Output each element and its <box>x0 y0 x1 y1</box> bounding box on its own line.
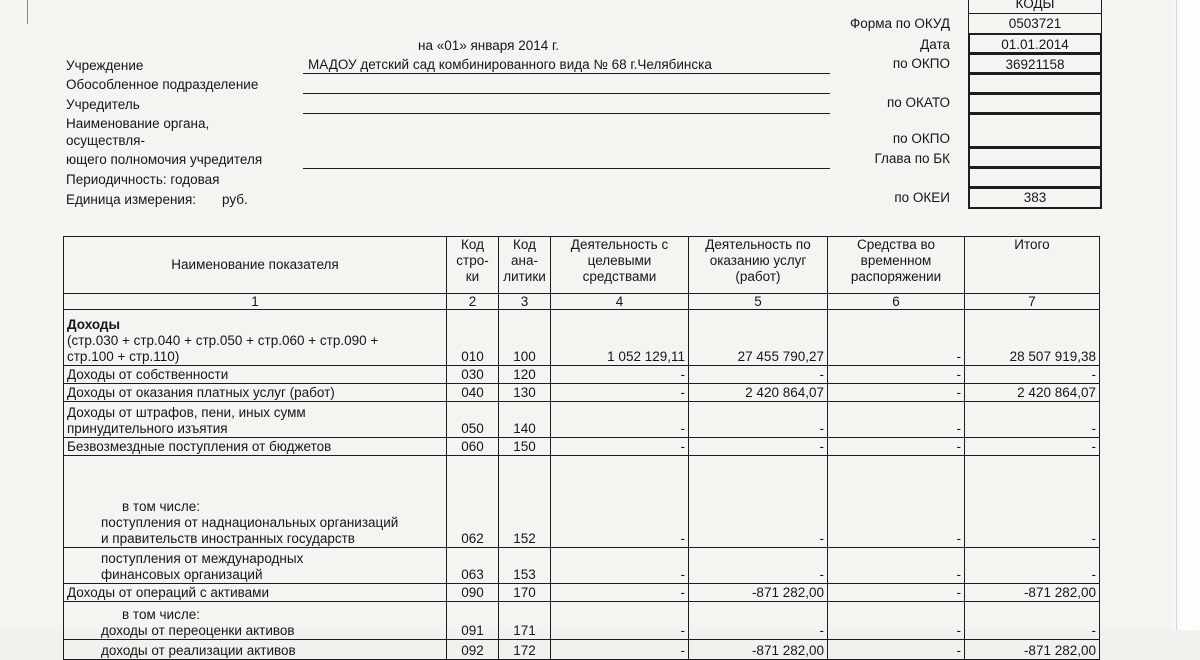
row-text-pre: в том числе: <box>122 499 200 514</box>
row-indicator-name <box>64 366 447 384</box>
unit-value: руб. <box>222 192 248 207</box>
row-paid-services: -871 282,00 <box>689 584 828 602</box>
row-text-l1: доходы от переоценки активов <box>101 623 295 638</box>
row-analytics-code: 172 <box>499 640 551 660</box>
okpo-label: по ОКПО <box>892 56 950 71</box>
report-date-caption: на «01» января 2014 г. <box>418 38 560 53</box>
row-indicator-name <box>64 584 447 602</box>
row-paid-services: - <box>689 602 828 640</box>
column-number: 3 <box>499 294 551 310</box>
page-edge-line <box>1176 0 1177 630</box>
row-line-code: 063 <box>447 548 499 584</box>
row-temporary-funds: - <box>828 384 965 402</box>
row-temporary-funds: - <box>828 602 965 640</box>
row-total: - <box>965 456 1100 548</box>
institution-underline <box>303 73 830 74</box>
form-code-cell: 0503721 <box>968 13 1102 34</box>
row-total: - <box>965 366 1100 384</box>
glava-value-cell <box>968 147 1102 168</box>
okpo2-label: по ОКПО <box>892 131 950 146</box>
row-temporary-funds: - <box>828 310 965 366</box>
row-total: - <box>965 548 1100 584</box>
row-analytics-code: 100 <box>499 310 551 366</box>
row-text-l1: Безвозмездные поступления от бюджетов <box>67 439 332 454</box>
column-number: 4 <box>551 294 689 310</box>
header-line-code: Код стро- ки <box>447 237 499 294</box>
header-targeted-funds: Деятельность с целевыми средствами <box>551 237 689 294</box>
table-row <box>64 548 1100 584</box>
glava-bk-label: Глава по БК <box>874 151 950 166</box>
founder-label: Учредитель <box>66 97 140 112</box>
row-temporary-funds: - <box>828 402 965 438</box>
table-row <box>64 602 1100 640</box>
header-paid-services: Деятельность по оказанию услуг (работ) <box>689 237 828 294</box>
row-text-l1: доходы от реализации активов <box>101 643 296 658</box>
row-temporary-funds: - <box>828 366 965 384</box>
row-analytics-code: 140 <box>499 402 551 438</box>
row-line-code: 050 <box>447 402 499 438</box>
row-targeted-funds: - <box>551 640 689 660</box>
row-indicator-name <box>64 402 447 438</box>
row-total: 28 507 919,38 <box>965 310 1100 366</box>
table-row <box>64 310 1100 366</box>
row-paid-services: - <box>689 402 828 438</box>
scan-mark <box>27 0 28 24</box>
date-label: Дата <box>920 37 950 52</box>
row-indicator-name <box>64 640 447 660</box>
row-total: - <box>965 438 1100 456</box>
row-paid-services: - <box>689 366 828 384</box>
institution-value: МАДОУ детский сад комбинированного вида № 68 г.Челябинска <box>308 57 712 72</box>
header-temporary-funds: Средства во временном распоряжении <box>828 237 965 294</box>
organ-label-3: ющего полномочия учредителя <box>66 152 263 167</box>
row-text-l2: финансовых организаций <box>101 567 263 582</box>
row-text-l1: Доходы от операций с активами <box>67 585 269 600</box>
row-indicator-name <box>64 548 447 584</box>
row-paid-services: 2 420 864,07 <box>689 384 828 402</box>
row-text-l1: Доходы от штрафов, пени, иных сумм <box>67 405 306 420</box>
row-paid-services: - <box>689 438 828 456</box>
institution-label: Учреждение <box>66 58 144 73</box>
row-total: -871 282,00 <box>965 584 1100 602</box>
row-line-code: 091 <box>447 602 499 640</box>
row-text-l1: Доходы от оказания платных услуг (работ) <box>67 385 335 400</box>
okei-value-cell: 383 <box>968 187 1102 209</box>
row-temporary-funds: - <box>828 584 965 602</box>
row-targeted-funds: - <box>551 602 689 640</box>
row-total: 2 420 864,07 <box>965 384 1100 402</box>
row-indicator-name <box>64 456 447 548</box>
row-line-code: 090 <box>447 584 499 602</box>
row-targeted-funds: - <box>551 402 689 438</box>
row-text-l1: (стр.030 + стр.040 + стр.050 + стр.060 + стр.090 + <box>67 333 379 348</box>
row-line-code: 030 <box>447 366 499 384</box>
row-indicator-name <box>64 602 447 640</box>
header-indicator-name: Наименование показателя <box>64 237 447 294</box>
row-analytics-code: 152 <box>499 456 551 548</box>
subdivision-label: Обособленное подразделение <box>66 77 259 92</box>
row-targeted-funds: - <box>551 438 689 456</box>
row-targeted-funds: - <box>551 584 689 602</box>
row-text-l2: принудительного изъятия <box>67 421 228 436</box>
table-row <box>64 402 1100 438</box>
table-row <box>64 366 1100 384</box>
row-line-code: 010 <box>447 310 499 366</box>
empty-code-cell-2 <box>968 167 1102 188</box>
row-analytics-code: 170 <box>499 584 551 602</box>
table-row <box>64 438 1100 456</box>
row-text-pre: в том числе: <box>122 607 200 622</box>
row-line-code: 040 <box>447 384 499 402</box>
row-text-l1: поступления от наднациональных организаций <box>101 515 399 530</box>
row-targeted-funds: - <box>551 384 689 402</box>
okato-label: по ОКАТО <box>886 95 950 110</box>
periodicity-label: Периодичность: годовая <box>66 172 220 187</box>
row-paid-services: -871 282,00 <box>689 640 828 660</box>
row-temporary-funds: - <box>828 548 965 584</box>
row-targeted-funds: - <box>551 456 689 548</box>
row-targeted-funds: - <box>551 366 689 384</box>
row-indicator-name <box>64 310 447 366</box>
row-paid-services: 27 455 790,27 <box>689 310 828 366</box>
empty-code-cell-1 <box>968 73 1102 94</box>
organ-label-1: Наименование органа, <box>66 116 210 131</box>
okei-label: по ОКЕИ <box>894 190 950 205</box>
column-number: 6 <box>828 294 965 310</box>
row-text-title: Доходы <box>67 317 121 332</box>
row-analytics-code: 130 <box>499 384 551 402</box>
organ-underline <box>303 168 830 169</box>
row-targeted-funds: 1 052 129,11 <box>551 310 689 366</box>
table-row <box>64 584 1100 602</box>
row-indicator-name <box>64 438 447 456</box>
row-analytics-code: 120 <box>499 366 551 384</box>
table-row <box>64 640 1100 660</box>
row-paid-services: - <box>689 548 828 584</box>
row-temporary-funds: - <box>828 438 965 456</box>
row-total: -871 282,00 <box>965 640 1100 660</box>
row-total: - <box>965 602 1100 640</box>
founder-underline <box>303 113 830 114</box>
column-number: 2 <box>447 294 499 310</box>
form-okud-label: Форма по ОКУД <box>849 16 950 31</box>
row-temporary-funds: - <box>828 640 965 660</box>
column-number: 1 <box>64 294 447 310</box>
table-row <box>64 384 1100 402</box>
row-indicator-name <box>64 384 447 402</box>
codes-title: КОДЫ <box>968 0 1102 14</box>
row-analytics-code: 150 <box>499 438 551 456</box>
financial-results-table <box>63 236 1100 660</box>
okato-value-cell <box>968 93 1102 114</box>
row-text-l1: Доходы от собственности <box>67 367 229 382</box>
okpo-value-cell: 36921158 <box>968 53 1102 74</box>
table-row <box>64 456 1100 548</box>
row-text-l2: и правительств иностранных государств <box>101 531 355 546</box>
row-targeted-funds: - <box>551 548 689 584</box>
row-analytics-code: 153 <box>499 548 551 584</box>
unit-label: Единица измерения: <box>66 192 197 207</box>
okpo2-value-cell <box>968 113 1102 148</box>
column-number: 7 <box>965 294 1100 310</box>
row-line-code: 092 <box>447 640 499 660</box>
row-text-l2: стр.100 + стр.110) <box>67 349 180 364</box>
date-value-cell: 01.01.2014 <box>968 33 1102 54</box>
row-analytics-code: 171 <box>499 602 551 640</box>
table-body <box>64 310 1100 660</box>
row-temporary-funds: - <box>828 456 965 548</box>
organ-label-2: осуществля- <box>66 133 145 148</box>
header-analytics-code: Код ана- литики <box>499 237 551 294</box>
row-line-code: 060 <box>447 438 499 456</box>
row-line-code: 062 <box>447 456 499 548</box>
codes-box <box>968 0 1102 209</box>
row-total: - <box>965 402 1100 438</box>
header-total: Итого <box>965 237 1100 294</box>
row-text-l1: поступления от международных <box>101 551 304 566</box>
column-number: 5 <box>689 294 828 310</box>
row-paid-services: - <box>689 456 828 548</box>
subdivision-underline <box>303 93 830 94</box>
